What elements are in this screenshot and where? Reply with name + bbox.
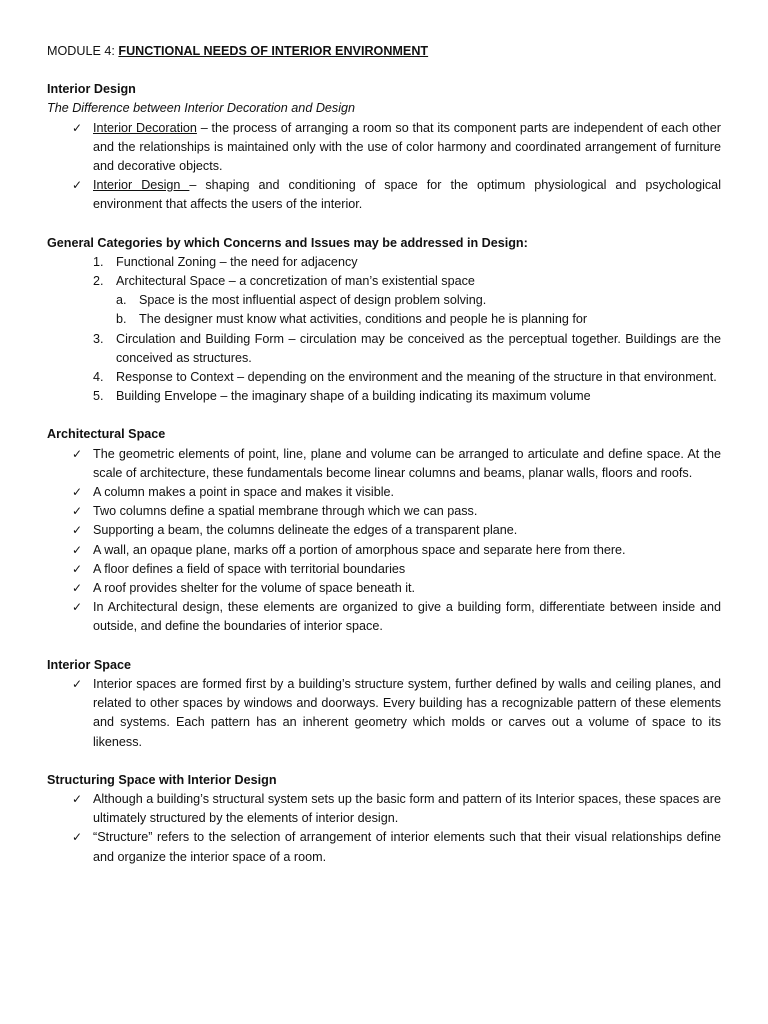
sub-list-text: Space is the most influential aspect of design problem solving. [139,293,487,308]
check-mark-icon: ✓ [71,561,83,576]
list-text: A floor defines a field of space with territorial boundaries [93,561,406,576]
list-text: Functional Zoning – the need for adjacency [116,254,358,269]
list-item [47,828,721,866]
sub-list-item [116,310,721,329]
list-item [47,675,721,752]
sub-list-letter: a. [116,293,127,308]
section-subtitle: The Difference between Interior Decoration and Design [47,101,356,116]
check-mark-icon: ✓ [71,791,83,806]
section-heading: Architectural Space [47,427,166,442]
section-heading: General Categories by which Concerns and Issues may be addressed in Design: [47,235,528,250]
check-mark-icon: ✓ [71,600,83,615]
section-heading: Interior Space [47,657,131,672]
list-number: 5. [93,389,104,404]
list-item [47,579,721,598]
section-heading: Interior Design [47,82,136,97]
list-text: Building Envelope – the imaginary shape of a building indicating its maximum volume [116,389,591,404]
list-number: 1. [93,254,104,269]
list-item [47,330,721,368]
section-architectural-space [47,425,721,636]
list-item [47,387,721,406]
sub-list-text: The designer must know what activities, conditions and people he is planning for [139,312,588,327]
check-mark-icon: ✓ [71,178,83,193]
list-text: A wall, an opaque plane, marks off a portion of amorphous space and separate here from there. [93,542,626,557]
check-mark-icon: ✓ [71,581,83,596]
list-text: A column makes a point in space and makes it visible. [93,485,395,500]
check-list [47,445,721,637]
list-item [47,368,721,387]
sub-list [116,291,721,329]
check-mark-icon: ✓ [71,485,83,500]
list-item [47,598,721,636]
list-item [47,541,721,560]
list-text: Architectural Space – a concretization of man’s existential space [116,274,475,289]
list-text: The geometric elements of point, line, plane and volume can be arranged to articulate and define space. At the scale of architecture, these fundamentals become linear columns and beams, planar walls, floors and roofs. [93,446,721,480]
check-mark-icon: ✓ [71,523,83,538]
check-list [47,675,721,752]
module-title [47,42,721,61]
list-item [47,521,721,540]
check-list [47,119,721,215]
definition: – the process of arranging a room so that its component parts are independent of each other and the relationships is maintained only with the use of color harmony and coordinated arrangement of furniture and decorative objects. [93,120,721,174]
sub-list-letter: b. [116,312,127,327]
section-categories [47,234,721,407]
list-item [47,445,721,483]
list-text: Interior spaces are formed first by a building’s structure system, further defined by walls and ceiling planes, and related to other spaces by windows and doorways. Every building has a recognizable pattern of these elements and systems. Each pattern has an inherent geometry which molds or carves out a volume of space to its likeness. [93,676,721,749]
sub-list-item [116,291,721,310]
check-mark-icon: ✓ [71,120,83,135]
check-mark-icon: ✓ [71,676,83,691]
list-text: In Architectural design, these elements are organized to give a building form, differentiate between inside and outside, and define the boundaries of interior space. [93,600,721,634]
section-interior-design [47,80,721,214]
list-number: 2. [93,274,104,289]
section-structuring-space [47,771,721,867]
list-item [47,253,721,272]
list-item [47,483,721,502]
list-item [47,176,721,214]
list-item [47,119,721,177]
section-heading: Structuring Space with Interior Design [47,772,277,787]
check-mark-icon: ✓ [71,830,83,845]
list-text: A roof provides shelter for the volume of space beneath it. [93,581,416,596]
term: Interior Design [93,178,190,193]
module-prefix: MODULE 4: [47,44,119,58]
list-text: Supporting a beam, the columns delineate the edges of a transparent plane. [93,523,518,538]
numbered-list [47,253,721,407]
check-mark-icon: ✓ [71,542,83,557]
definition: – shaping and conditioning of space for the optimum physiological and psychological environment that affects the users of the interior. [93,178,721,212]
list-item [47,502,721,521]
list-text: Two columns define a spatial membrane through which we can pass. [93,504,478,519]
list-text: “Structure” refers to the selection of arrangement of interior elements such that their visual relationships define and organize the interior space of a room. [93,830,721,864]
check-mark-icon: ✓ [71,504,83,519]
list-text: Response to Context – depending on the environment and the meaning of the structure in that environment. [116,370,717,385]
list-text: Although a building’s structural system sets up the basic form and pattern of its Interior spaces, these spaces are ultimately structured by the elements of interior design. [93,791,721,826]
module-title-text: FUNCTIONAL NEEDS OF INTERIOR ENVIRONMENT [118,44,429,58]
check-mark-icon: ✓ [71,446,83,461]
check-list [47,790,721,867]
list-text: Circulation and Building Form – circulation may be conceived as the perceptual together. Buildings are the conceived as structures. [116,331,721,365]
list-number: 4. [93,370,104,385]
section-interior-space [47,656,721,752]
list-number: 3. [93,331,104,346]
term: Interior Decoration [93,120,197,135]
list-item [47,790,721,828]
list-item [47,560,721,579]
list-item [47,272,721,330]
